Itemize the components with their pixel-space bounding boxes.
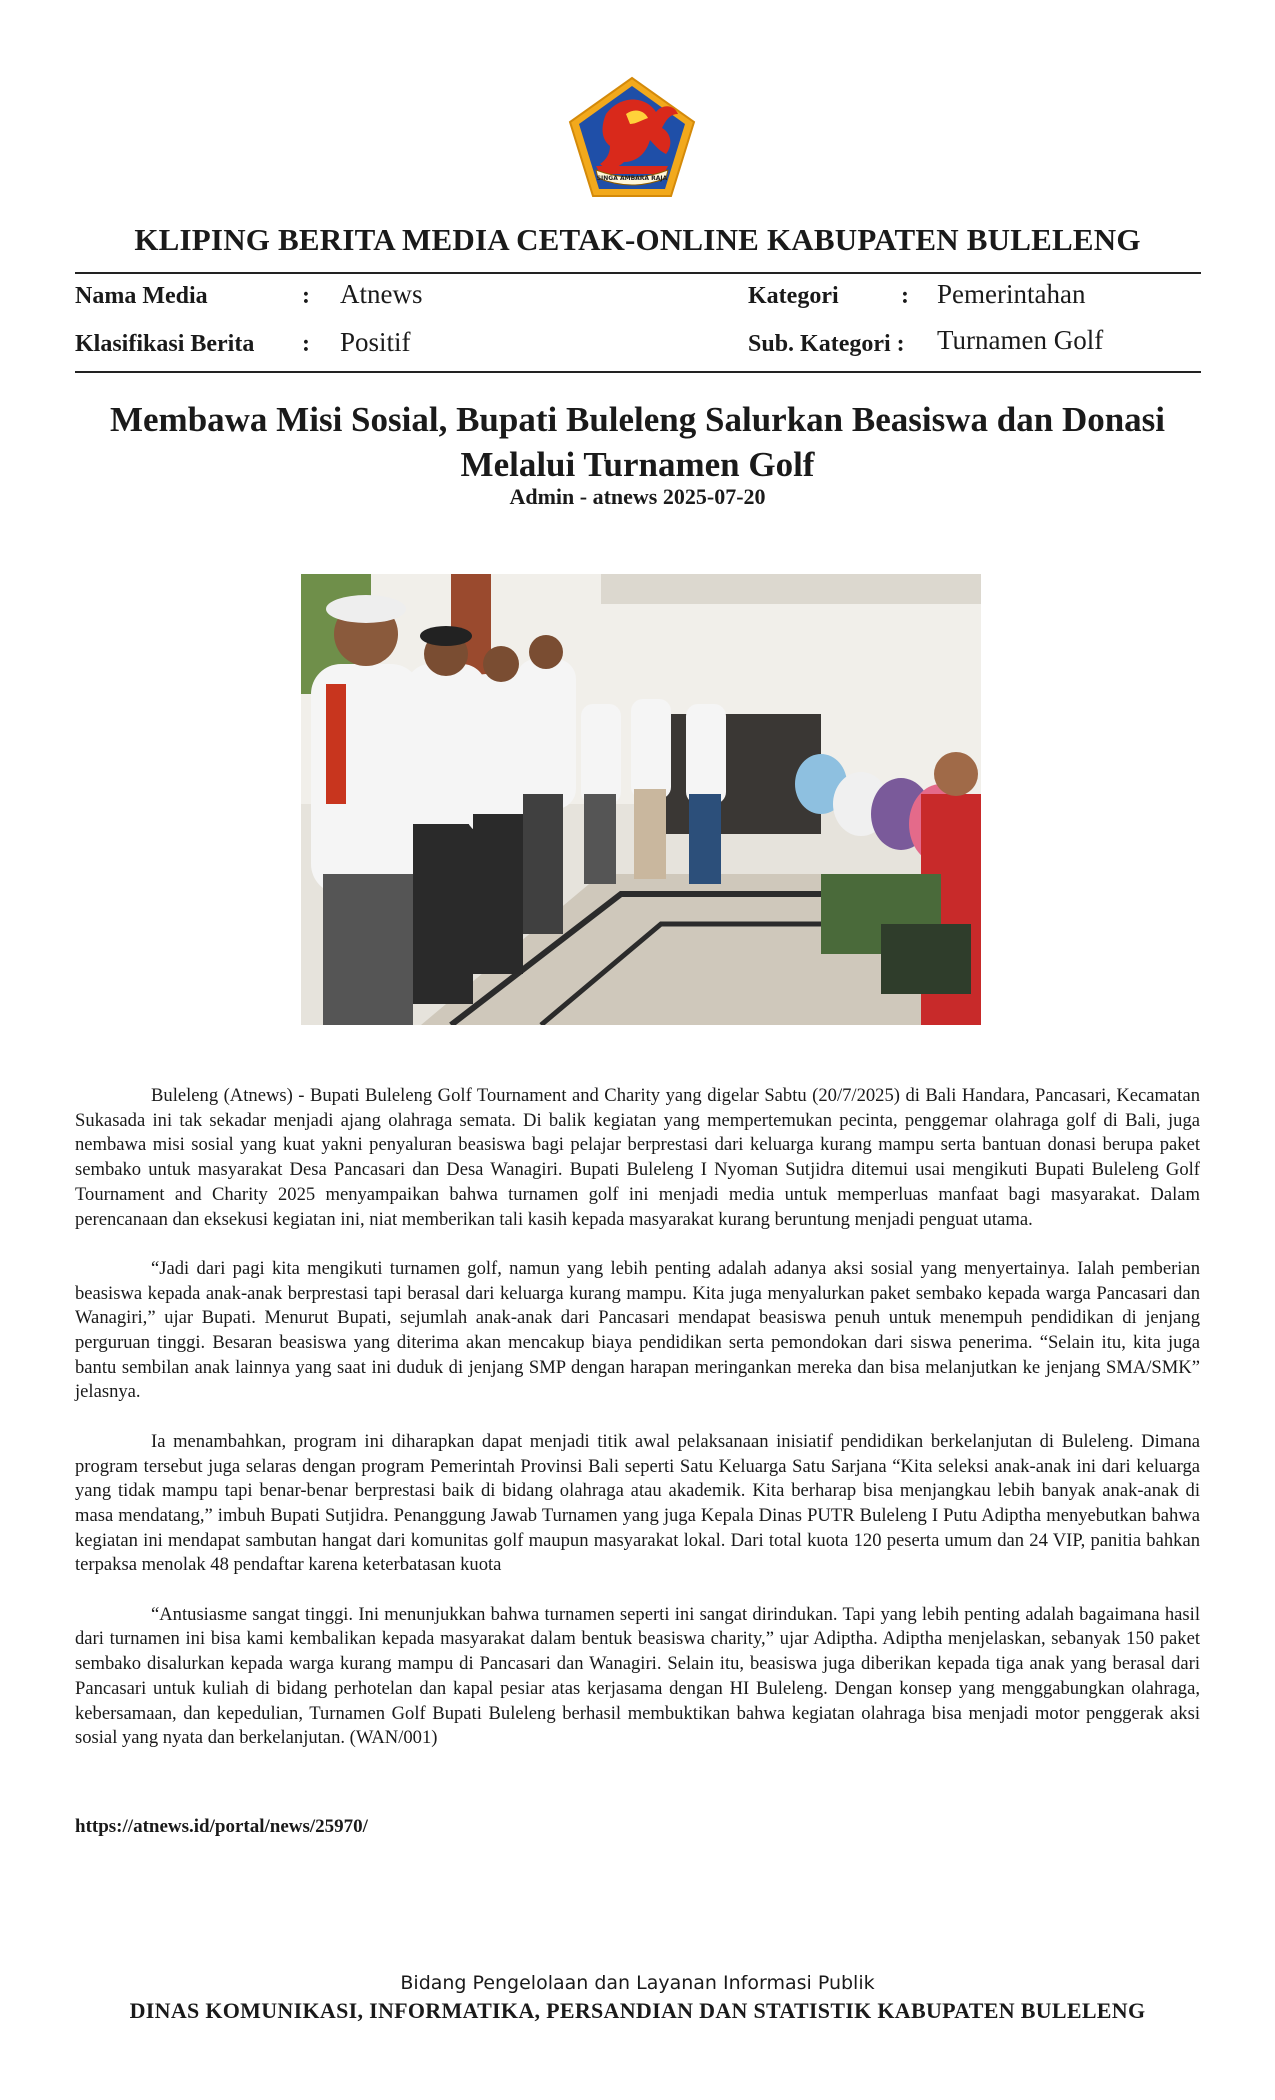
nama-media-row [75,281,208,311]
kategori-colon [901,281,909,311]
sub-kategori-value: Turnamen Golf [937,325,1104,355]
crest-svg [566,74,698,200]
klasifikasi-label: Klasifikasi Berita [75,331,255,357]
top-divider [75,272,1201,274]
article-paragraph: Buleleng (Atnews) - Bupati Buleleng Golf Tournament and Charity yang digelar Sabtu (20/7/2025) di Bali Handara, Pancasari, Kecamatan Sukasada ini tak sekadar menjadi ajang olahraga semata. Di balik kegiatan yang mempertemukan pecinta, penggemar olahraga golf di Bali, juga nembawa misi sosial yang kuat yakni penyaluran beasiswa bagi pelajar berprestasi dari keluarga kurang mampu serta bantuan donasi berupa paket sembako untuk masyarakat Desa Pancasari dan Desa Wanagiri. Bupati Buleleng I Nyoman Sutjidra ditemui usai mengikuti Bupati Buleleng Golf Tournament and Charity 2025 menyampaikan bahwa turnamen golf ini menjadi media untuk memperluas manfaat bagi masyarakat. Dalam perencanaan dan eksekusi kegiatan ini, niat memberikan tali kasih kepada masyarakat kurang beruntung menjadi penguat utama. [75,1085,1200,1230]
article-title [80,397,1195,487]
article-paragraph: “Antusiasme sangat tinggi. Ini menunjukkan bahwa turnamen seperti ini sangat dirindukan. Tapi yang lebih penting adalah bagaimana hasil dari turnamen ini bisa kami kembalikan kepada masyarakat dalam bentuk beasiswa charity,” ujar Adiptha. Adiptha menjelaskan, sebanyak 150 paket sembako disalurkan kepada warga kurang mampu di Pancasari dan Wanagiri. Selain itu, beasiswa juga diberikan kepada tiga anak yang berasal dari Pancasari untuk kuliah di bidang perhotelan dan kapal pesiar atas kerjasama dengan HI Buleleng. Dengan konsep yang menggabungkan olahraga, kebersamaan, dan kepedulian, Turnamen Golf Bupati Buleleng berhasil membuktikan bahwa kegiatan olahraga bisa menjadi motor penggerak aksi sosial yang nyata dan berkelanjutan. (WAN/001) [75,1603,1200,1749]
article-paragraph: Ia menambahkan, program ini diharapkan dapat menjadi titik awal pelaksanaan inisiatif pendidikan berkelanjutan di Buleleng. Dimana program tersebut juga selaras dengan program Pemerintah Provinsi Bali seperti Satu Keluarga Satu Sarjana “Kita seleksi anak-anak ini dari keluarga yang tidak mampu tapi benar-benar berprestasi baik di bidang olahraga atau akademik. Kita berharap bisa menjangkau lebih banyak anak-anak di masa mendatang,” imbuh Bupati Sutjidra. Penanggung Jawab Turnamen yang juga Kepala Dinas PUTR Buleleng I Putu Adiptha menyebutkan bahwa kegiatan ini mendapat sambutan hangat dari komunitas golf maupun masyarakat lokal. Dari total kuota 120 peserta umum dan 24 VIP, panitia bahkan terpaksa menolak 48 pendaftar karena keterbatasan kuota [75,1430,1200,1576]
nama-media-colon [302,281,310,311]
kabupaten-buleleng-crest-icon [566,74,698,200]
news-photo-icon [301,574,981,1025]
sub-kategori-label: Sub. Kategori : [748,331,905,357]
kategori-value-cell [937,279,1085,311]
footer-subtitle: Bidang Pengelolaan dan Layanan Informasi Publik [400,1972,875,1994]
colon: : [302,283,310,309]
colon: : [302,331,310,357]
colon: : [901,283,909,309]
bottom-divider [75,371,1201,373]
klasifikasi-value: Positif [340,327,411,357]
document-title: KLIPING BERITA MEDIA CETAK-ONLINE KABUPATEN BULELENG [134,222,1141,257]
article-body [75,1084,1200,1776]
kategori-label: Kategori [748,283,839,309]
kategori-value: Pemerintahan [937,279,1086,309]
article-title-line-1: Membawa Misi Sosial, Bupati Buleleng Salurkan Beasiswa dan Donasi [109,400,1166,439]
kategori-row [748,281,839,311]
article-byline: Admin - atnews 2025-07-20 [509,484,766,509]
nama-media-label: Nama Media [75,283,208,309]
news-photo [301,574,981,1025]
nama-media-value: Atnews [340,279,423,309]
klasifikasi-colon [302,329,310,359]
sub-kategori-row [748,329,905,359]
sub-kategori-value-cell [937,325,1103,357]
klasifikasi-value-cell [340,327,411,359]
klasifikasi-row [75,329,254,359]
crest-motto: SINGA AMBARA RAJA [596,175,668,182]
nama-media-value-cell [340,279,423,311]
footer-title: DINAS KOMUNIKASI, INFORMATIKA, PERSANDIAN DAN STATISTIK KABUPATEN BULELENG [129,1998,1146,2023]
source-link[interactable]: https://atnews.id/portal/news/25970/ [75,1816,368,1837]
article-title-line-2: Melalui Turnamen Golf [460,445,815,484]
article-paragraph: “Jadi dari pagi kita mengikuti turnamen golf, namun yang lebih penting adalah adanya aksi sosial yang menyertainya. Ialah pemberian beasiswa kepada anak-anak berprestasi tapi berasal dari keluarga kurang mampu. Kita juga menyalurkan paket sembako kepada warga Pancasari dan Wanagiri,” ujar Bupati. Menurut Bupati, sejumlah anak-anak dari Pancasari mendapat beasiswa penuh untuk menempuh pendidikan di jenjang perguruan tinggi. Besaran beasiswa yang diterima akan mencakup biaya pendidikan serta pemondokan dari siswa penerima. “Selain itu, kita juga bantu sembilan anak lainnya yang saat ini duduk di jenjang SMP dengan harapan meringankan mereka dan bisa melanjutkan ke jenjang SMA/SMK” jelasnya. [75,1257,1200,1403]
